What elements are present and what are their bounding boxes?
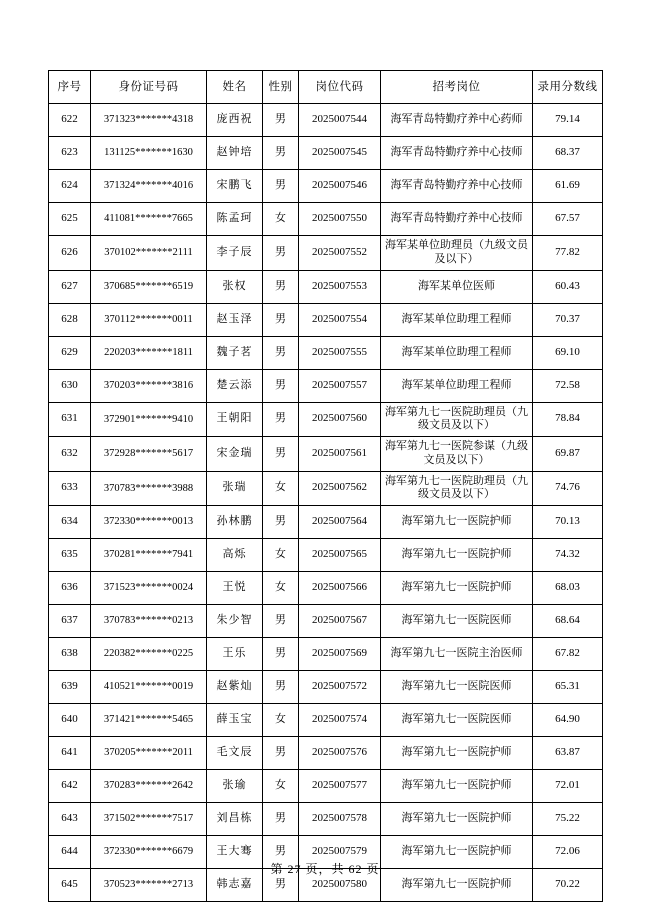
cell-id-number: 220382*******0225 — [91, 638, 207, 671]
table-row — [49, 471, 603, 506]
cell-id-number: 370783*******0213 — [91, 605, 207, 638]
cell-post: 海军第九七一医院护师 — [381, 539, 533, 572]
table-row — [49, 437, 603, 472]
cell-post: 海军青岛特勤疗养中心技师 — [381, 203, 533, 236]
cell-post-code: 2025007544 — [299, 104, 381, 137]
cell-id-number: 371523*******0024 — [91, 572, 207, 605]
table-row — [49, 704, 603, 737]
cell-post-code: 2025007554 — [299, 303, 381, 336]
table-row — [49, 506, 603, 539]
cell-gender: 男 — [263, 270, 299, 303]
cell-seq: 629 — [49, 336, 91, 369]
cell-id-number: 371421*******5465 — [91, 704, 207, 737]
column-header-score-line: 录用分数线 — [533, 71, 603, 104]
cell-post-code: 2025007561 — [299, 437, 381, 472]
column-header-post-code: 岗位代码 — [299, 71, 381, 104]
cell-name: 王大骞 — [207, 836, 263, 869]
table-row — [49, 369, 603, 402]
cell-post: 海军第九七一医院助理员（九级文员及以下） — [381, 402, 533, 437]
cell-gender: 男 — [263, 236, 299, 271]
column-header-name: 姓名 — [207, 71, 263, 104]
cell-post: 海军第九七一医院护师 — [381, 770, 533, 803]
cell-gender: 女 — [263, 770, 299, 803]
cell-id-number: 371324*******4016 — [91, 170, 207, 203]
cell-id-number: 370783*******3988 — [91, 471, 207, 506]
cell-seq: 642 — [49, 770, 91, 803]
table-header — [49, 71, 603, 104]
cell-post-code: 2025007566 — [299, 572, 381, 605]
cell-gender: 男 — [263, 104, 299, 137]
cell-post-code: 2025007567 — [299, 605, 381, 638]
cell-seq: 639 — [49, 671, 91, 704]
cell-post: 海军第九七一医院护师 — [381, 803, 533, 836]
cell-score: 69.10 — [533, 336, 603, 369]
cell-seq: 623 — [49, 137, 91, 170]
cell-score: 60.43 — [533, 270, 603, 303]
cell-id-number: 372901*******9410 — [91, 402, 207, 437]
cell-name: 朱少智 — [207, 605, 263, 638]
cell-id-number: 370203*******3816 — [91, 369, 207, 402]
cell-gender: 男 — [263, 170, 299, 203]
cell-post: 海军第九七一医院医师 — [381, 605, 533, 638]
cell-id-number: 410521*******0019 — [91, 671, 207, 704]
table-row — [49, 803, 603, 836]
cell-seq: 637 — [49, 605, 91, 638]
cell-seq: 634 — [49, 506, 91, 539]
cell-score: 74.76 — [533, 471, 603, 506]
cell-score: 63.87 — [533, 737, 603, 770]
cell-seq: 641 — [49, 737, 91, 770]
cell-post: 海军青岛特勤疗养中心技师 — [381, 170, 533, 203]
cell-id-number: 370685*******6519 — [91, 270, 207, 303]
cell-post-code: 2025007546 — [299, 170, 381, 203]
cell-gender: 男 — [263, 803, 299, 836]
column-header-seq: 序号 — [49, 71, 91, 104]
cell-post: 海军第九七一医院主治医师 — [381, 638, 533, 671]
cell-id-number: 131125*******1630 — [91, 137, 207, 170]
cell-gender: 男 — [263, 836, 299, 869]
cell-score: 69.87 — [533, 437, 603, 472]
cell-post-code: 2025007580 — [299, 869, 381, 902]
cell-gender: 男 — [263, 437, 299, 472]
cell-seq: 622 — [49, 104, 91, 137]
cell-score: 70.13 — [533, 506, 603, 539]
cell-post: 海军第九七一医院护师 — [381, 506, 533, 539]
cell-post-code: 2025007576 — [299, 737, 381, 770]
cell-post: 海军某单位医师 — [381, 270, 533, 303]
cell-score: 68.64 — [533, 605, 603, 638]
cell-name: 薛玉宝 — [207, 704, 263, 737]
cell-post-code: 2025007572 — [299, 671, 381, 704]
cell-gender: 女 — [263, 572, 299, 605]
table-row — [49, 671, 603, 704]
cell-post-code: 2025007545 — [299, 137, 381, 170]
table-row — [49, 104, 603, 137]
cell-gender: 男 — [263, 605, 299, 638]
cell-score: 61.69 — [533, 170, 603, 203]
cell-name: 刘昌栋 — [207, 803, 263, 836]
cell-name: 张瑞 — [207, 471, 263, 506]
cell-name: 王朝阳 — [207, 402, 263, 437]
cell-name: 高烁 — [207, 539, 263, 572]
cell-gender: 男 — [263, 402, 299, 437]
cell-score: 67.57 — [533, 203, 603, 236]
cell-seq: 628 — [49, 303, 91, 336]
cell-gender: 男 — [263, 671, 299, 704]
cell-seq: 645 — [49, 869, 91, 902]
cell-gender: 男 — [263, 336, 299, 369]
cell-gender: 男 — [263, 638, 299, 671]
cell-id-number: 372330*******6679 — [91, 836, 207, 869]
cell-name: 庞西祝 — [207, 104, 263, 137]
cell-id-number: 370523*******2713 — [91, 869, 207, 902]
cell-name: 王悦 — [207, 572, 263, 605]
cell-post: 海军某单位助理员（九级文员及以下） — [381, 236, 533, 271]
cell-score: 72.58 — [533, 369, 603, 402]
table-row — [49, 170, 603, 203]
cell-post-code: 2025007577 — [299, 770, 381, 803]
cell-score: 67.82 — [533, 638, 603, 671]
cell-post-code: 2025007569 — [299, 638, 381, 671]
cell-seq: 635 — [49, 539, 91, 572]
cell-name: 赵紫灿 — [207, 671, 263, 704]
cell-post-code: 2025007564 — [299, 506, 381, 539]
cell-post-code: 2025007565 — [299, 539, 381, 572]
table-row — [49, 539, 603, 572]
column-header-post: 招考岗位 — [381, 71, 533, 104]
cell-gender: 男 — [263, 369, 299, 402]
cell-score: 74.32 — [533, 539, 603, 572]
cell-seq: 626 — [49, 236, 91, 271]
cell-name: 陈孟珂 — [207, 203, 263, 236]
cell-post: 海军某单位助理工程师 — [381, 336, 533, 369]
cell-id-number: 370112*******0011 — [91, 303, 207, 336]
cell-gender: 女 — [263, 539, 299, 572]
cell-seq: 627 — [49, 270, 91, 303]
cell-gender: 男 — [263, 869, 299, 902]
cell-name: 魏子茗 — [207, 336, 263, 369]
cell-post-code: 2025007553 — [299, 270, 381, 303]
page-number-footer: 第 27 页，共 62 页 — [270, 862, 380, 876]
table-row — [49, 336, 603, 369]
cell-name: 张瑜 — [207, 770, 263, 803]
table-row — [49, 303, 603, 336]
cell-name: 宋鹏飞 — [207, 170, 263, 203]
column-header-id-number: 身份证号码 — [91, 71, 207, 104]
cell-name: 赵钟培 — [207, 137, 263, 170]
cell-post: 海军第九七一医院医师 — [381, 704, 533, 737]
table-header-row — [49, 71, 603, 104]
table-row — [49, 737, 603, 770]
cell-score: 75.22 — [533, 803, 603, 836]
cell-score: 79.14 — [533, 104, 603, 137]
cell-id-number: 370102*******2111 — [91, 236, 207, 271]
cell-gender: 女 — [263, 704, 299, 737]
cell-score: 64.90 — [533, 704, 603, 737]
cell-gender: 男 — [263, 137, 299, 170]
cell-name: 楚云添 — [207, 369, 263, 402]
cell-post: 海军青岛特勤疗养中心技师 — [381, 137, 533, 170]
cell-id-number: 370205*******2011 — [91, 737, 207, 770]
cell-score: 72.01 — [533, 770, 603, 803]
table-row — [49, 770, 603, 803]
cell-name: 毛文辰 — [207, 737, 263, 770]
table-row — [49, 203, 603, 236]
table-row — [49, 638, 603, 671]
cell-id-number: 370283*******2642 — [91, 770, 207, 803]
cell-score: 70.22 — [533, 869, 603, 902]
table-row — [49, 137, 603, 170]
cell-post: 海军某单位助理工程师 — [381, 369, 533, 402]
cell-post: 海军第九七一医院护师 — [381, 836, 533, 869]
table-row — [49, 402, 603, 437]
cell-seq: 644 — [49, 836, 91, 869]
cell-post: 海军第九七一医院参谋（九级文员及以下） — [381, 437, 533, 472]
cell-score: 78.84 — [533, 402, 603, 437]
cell-seq: 636 — [49, 572, 91, 605]
cell-post: 海军青岛特勤疗养中心药师 — [381, 104, 533, 137]
cell-score: 77.82 — [533, 236, 603, 271]
cell-gender: 女 — [263, 203, 299, 236]
cell-id-number: 220203*******1811 — [91, 336, 207, 369]
table-row — [49, 572, 603, 605]
cell-post-code: 2025007555 — [299, 336, 381, 369]
cell-id-number: 370281*******7941 — [91, 539, 207, 572]
cell-post: 海军第九七一医院护师 — [381, 572, 533, 605]
cell-name: 孙林鹏 — [207, 506, 263, 539]
recruitment-score-table — [48, 70, 603, 902]
cell-name: 赵玉泽 — [207, 303, 263, 336]
cell-seq: 630 — [49, 369, 91, 402]
cell-score: 70.37 — [533, 303, 603, 336]
cell-post-code: 2025007552 — [299, 236, 381, 271]
cell-seq: 631 — [49, 402, 91, 437]
cell-post: 海军某单位助理工程师 — [381, 303, 533, 336]
cell-post-code: 2025007550 — [299, 203, 381, 236]
cell-name: 宋金瑞 — [207, 437, 263, 472]
table-row — [49, 605, 603, 638]
table-row — [49, 270, 603, 303]
cell-gender: 男 — [263, 303, 299, 336]
cell-post-code: 2025007579 — [299, 836, 381, 869]
cell-name: 王乐 — [207, 638, 263, 671]
cell-post: 海军第九七一医院医师 — [381, 671, 533, 704]
cell-seq: 625 — [49, 203, 91, 236]
cell-score: 68.03 — [533, 572, 603, 605]
cell-score: 72.06 — [533, 836, 603, 869]
cell-score: 68.37 — [533, 137, 603, 170]
cell-gender: 男 — [263, 737, 299, 770]
cell-id-number: 372330*******0013 — [91, 506, 207, 539]
cell-seq: 624 — [49, 170, 91, 203]
cell-seq: 640 — [49, 704, 91, 737]
cell-id-number: 411081*******7665 — [91, 203, 207, 236]
cell-id-number: 372928*******5617 — [91, 437, 207, 472]
cell-post-code: 2025007560 — [299, 402, 381, 437]
cell-post: 海军第九七一医院护师 — [381, 737, 533, 770]
cell-name: 李子辰 — [207, 236, 263, 271]
cell-id-number: 371502*******7517 — [91, 803, 207, 836]
table-body — [49, 104, 603, 902]
cell-id-number: 371323*******4318 — [91, 104, 207, 137]
cell-post-code: 2025007578 — [299, 803, 381, 836]
table-row — [49, 236, 603, 271]
cell-seq: 643 — [49, 803, 91, 836]
cell-gender: 女 — [263, 471, 299, 506]
cell-seq: 633 — [49, 471, 91, 506]
cell-post: 海军第九七一医院护师 — [381, 869, 533, 902]
cell-seq: 638 — [49, 638, 91, 671]
cell-post-code: 2025007557 — [299, 369, 381, 402]
cell-name: 张权 — [207, 270, 263, 303]
cell-name: 韩志嘉 — [207, 869, 263, 902]
cell-gender: 男 — [263, 506, 299, 539]
column-header-gender: 性别 — [263, 71, 299, 104]
cell-seq: 632 — [49, 437, 91, 472]
cell-post-code: 2025007574 — [299, 704, 381, 737]
cell-score: 65.31 — [533, 671, 603, 704]
cell-post-code: 2025007562 — [299, 471, 381, 506]
cell-post: 海军第九七一医院助理员（九级文员及以下） — [381, 471, 533, 506]
